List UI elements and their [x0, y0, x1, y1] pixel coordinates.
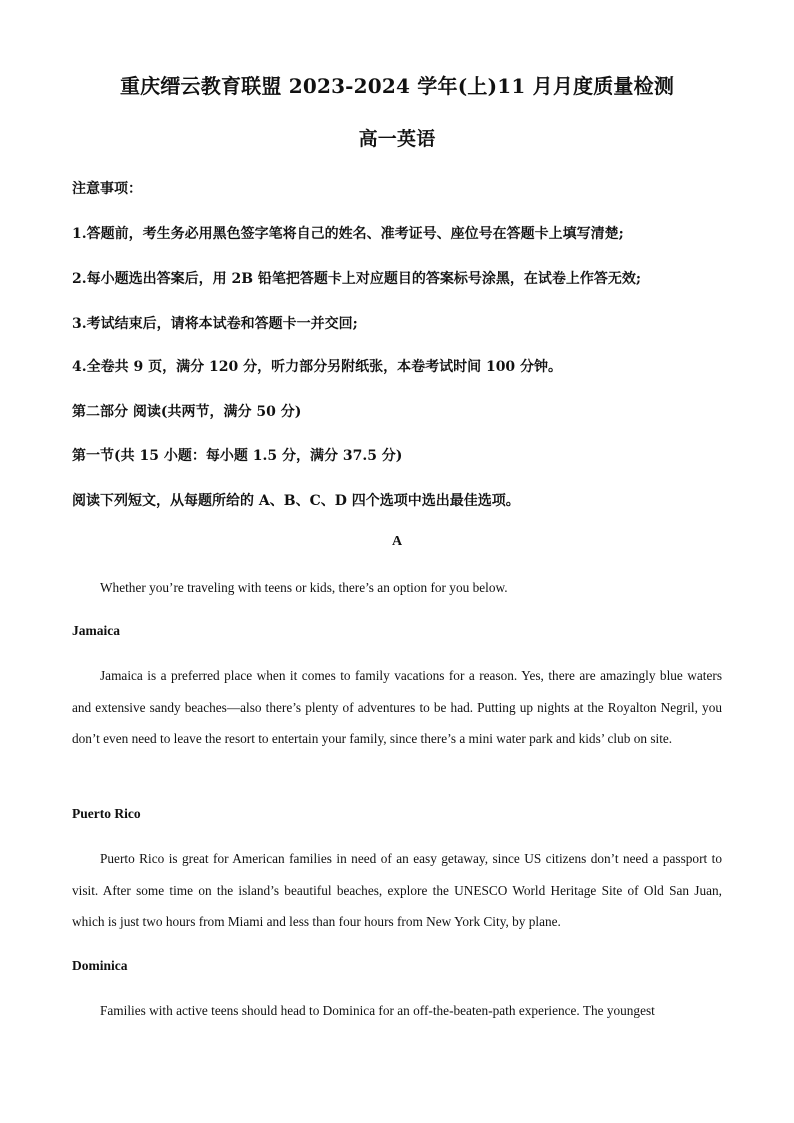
paragraph-puerto-rico: [72, 843, 722, 938]
paragraph-dominica: [72, 995, 722, 1027]
section-part: 第二部分 阅读(共两节，满分 50 分): [72, 404, 302, 420]
passage-letter: A: [391, 534, 403, 549]
notes-label: 注意事项：: [72, 181, 142, 197]
note-item-4: 4.全卷共 9 页，满分 120 分，听力部分另附纸张，本卷考试时间 100 分钟。: [72, 359, 563, 375]
passage-intro: [72, 572, 722, 604]
paragraph-jamaica: [72, 660, 722, 755]
note-item-2: 2.每小题选出答案后，用 2B 铅笔把答题卡上对应题目的答案标号涂黑，在试卷上作答无效;: [72, 271, 642, 287]
subject-title: 高一英语: [358, 128, 436, 150]
note-item-3: 3.考试结束后，请将本试卷和答题卡一并交回;: [72, 316, 358, 332]
passage-intro-text: Whether you’re traveling with teens or kids, there’s an option for you below.: [100, 580, 508, 595]
exam-title: 重庆缙云教育联盟 2023-2024 学年(上)11 月月度质量检测: [119, 74, 675, 98]
section-instruction: 阅读下列短文，从每题所给的 A、B、C、D 四个选项中选出最佳选项。: [72, 493, 520, 509]
section-subsection: 第一节(共 15 小题：每小题 1.5 分，满分 37.5 分): [72, 448, 403, 464]
heading-dominica: Dominica: [72, 958, 128, 973]
paragraph-jamaica-text: Jamaica is a preferred place when it comes to family vacations for a reason. Yes, there are amazingly blue waters and extensive sandy beaches—also there’s plenty of adventures to be had. Putting up nights at the Royalton Negril, you don’t even need to leave the resort to entertain your family, since there’s a mini water park and kids’ club on site.: [72, 668, 722, 746]
heading-puerto-rico: Puerto Rico: [72, 806, 141, 821]
paragraph-dominica-text: Families with active teens should head to Dominica for an off-the-beaten-path experience. The youngest: [100, 1003, 655, 1018]
note-item-1: 1.答题前，考生务必用黑色签字笔将自己的姓名、准考证号、座位号在答题卡上填写清楚;: [72, 226, 624, 242]
heading-jamaica: Jamaica: [72, 623, 120, 638]
paragraph-puerto-rico-text: Puerto Rico is great for American families in need of an easy getaway, since US citizens don’t need a passport to visit. After some time on the island’s beautiful beaches, explore the UNESCO World Heritage Site of Old San Juan, which is just two hours from Miami and less than four hours from New York City, by plane.: [72, 851, 722, 929]
